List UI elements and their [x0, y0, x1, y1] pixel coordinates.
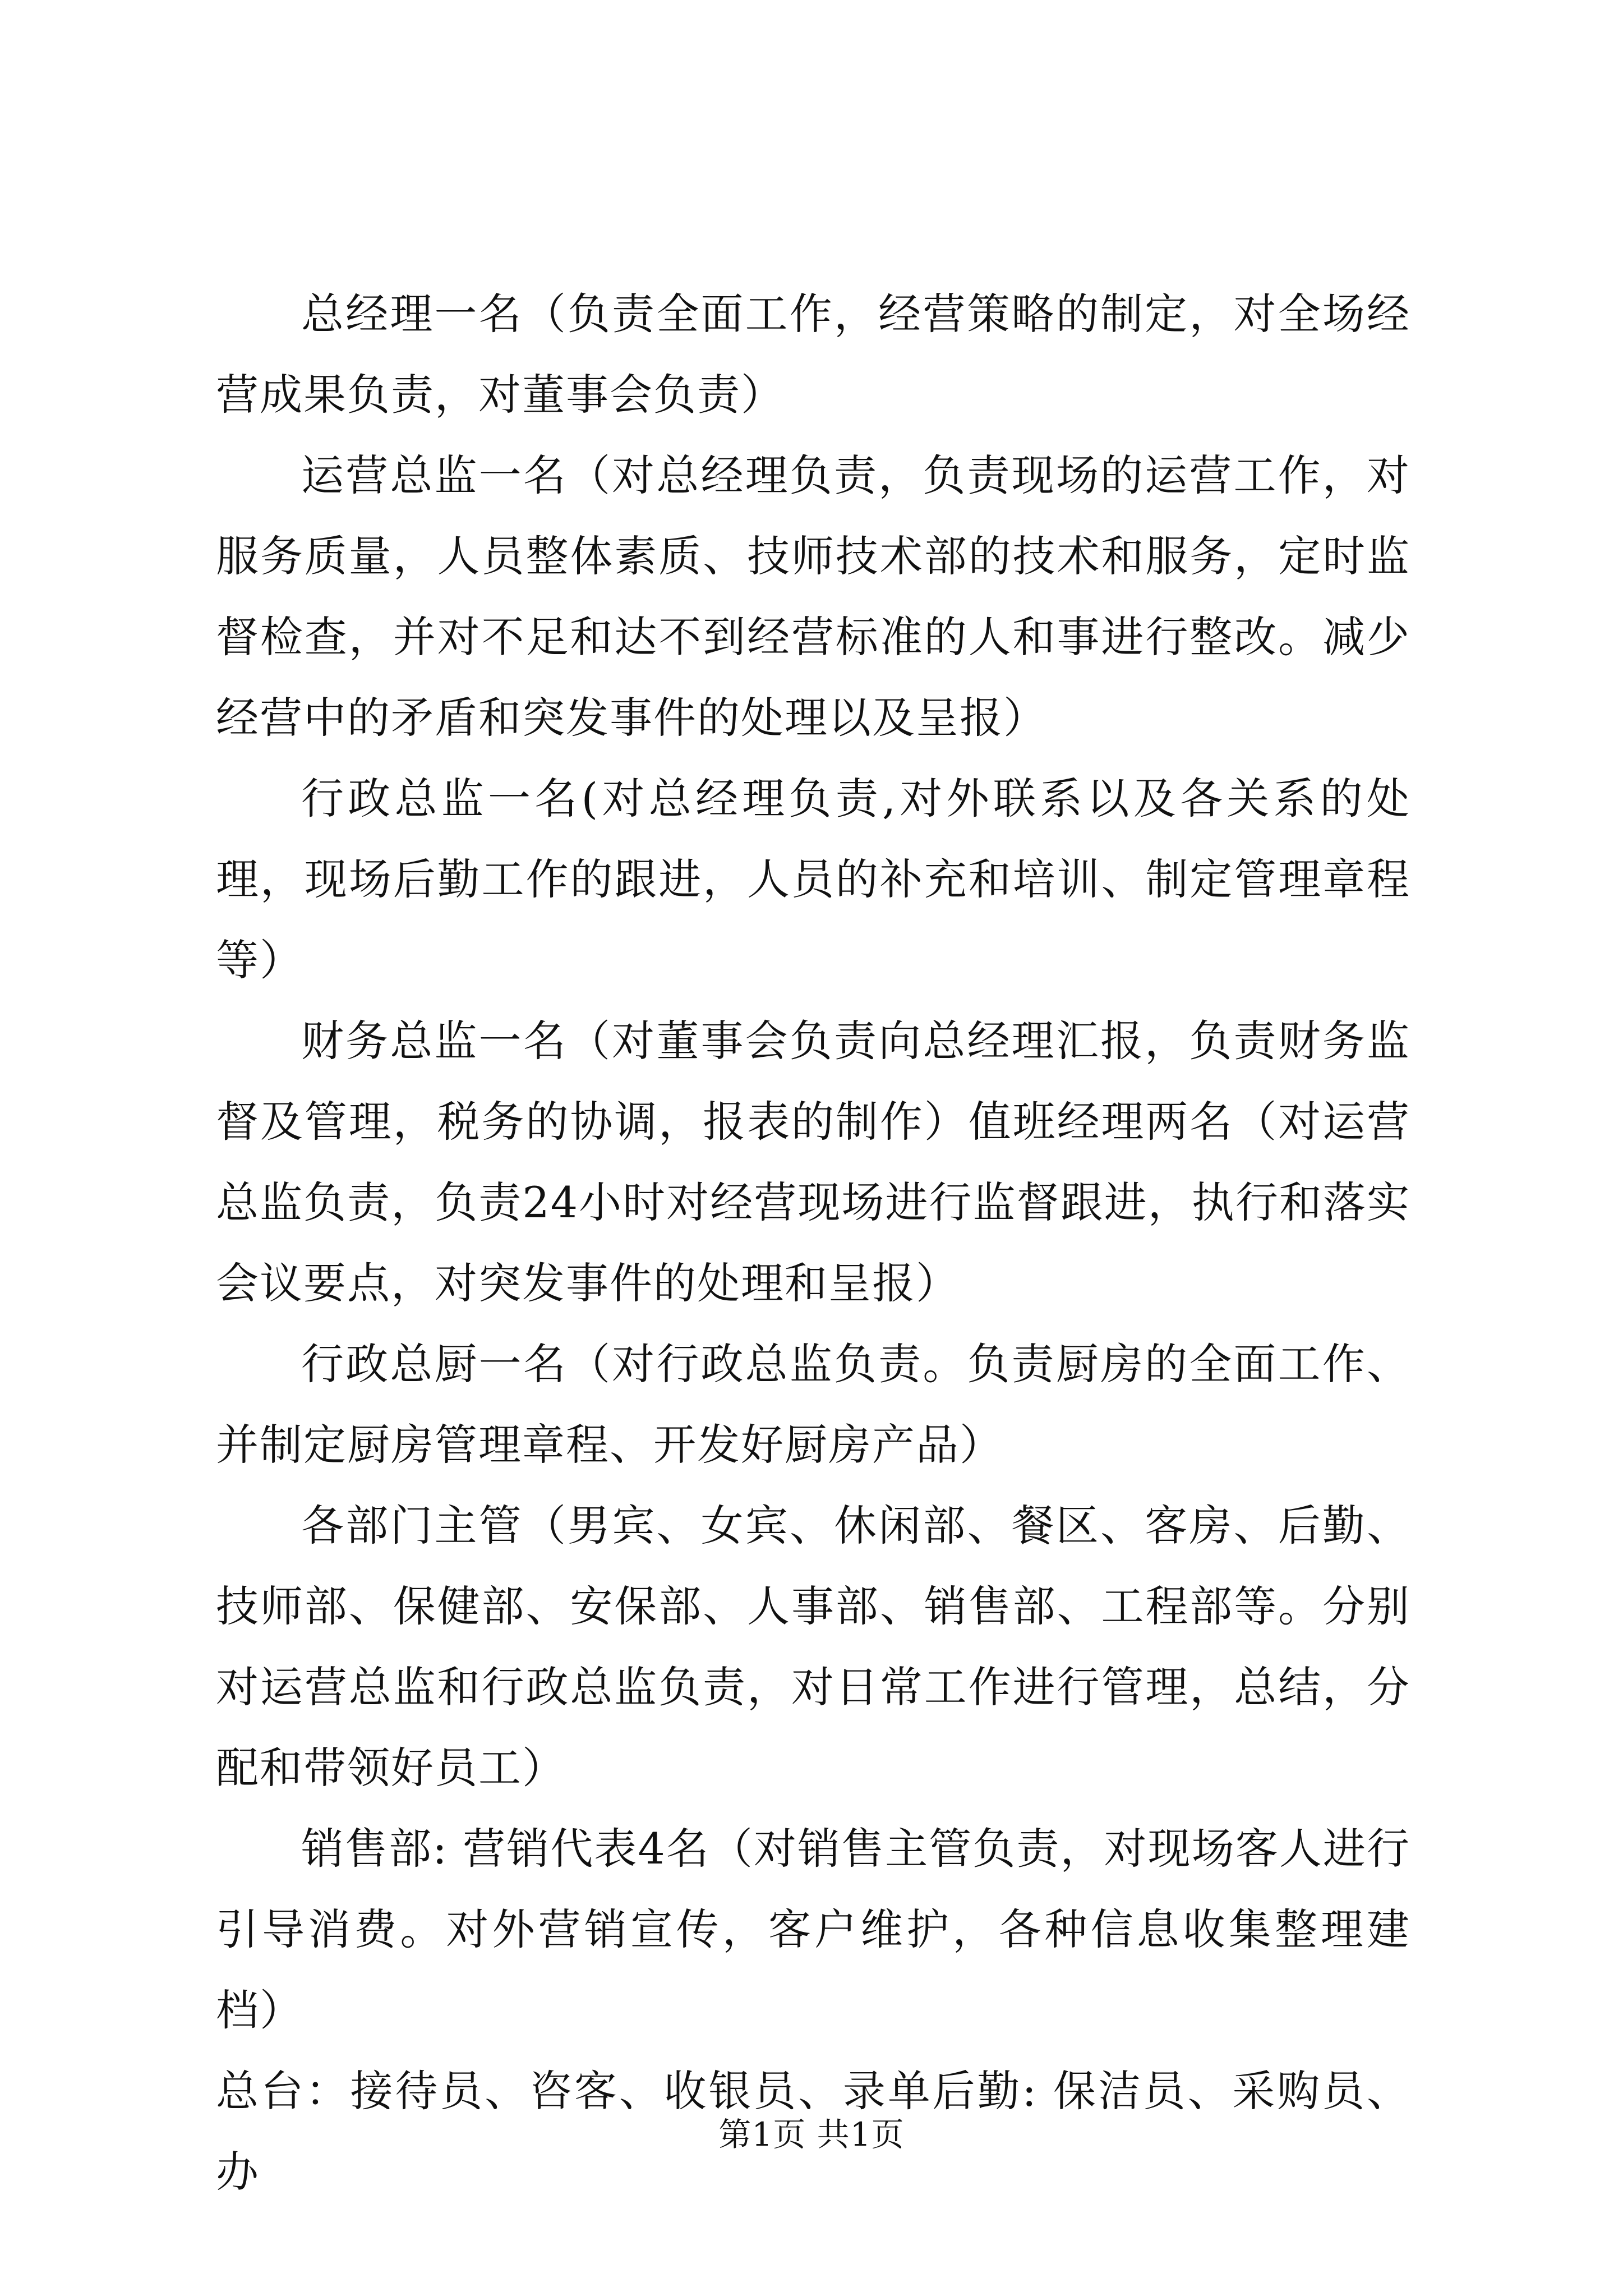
paragraph-finance-director: 财务总监一名（对董事会负责向总经理汇报，负责财务监督及管理，税务的协调，报表的制作）值班经理两名（对运营总监负责，负责24小时对经营现场进行监督跟进，执行和落实会议要点，对突发事件的处理和呈报） [216, 1016, 1410, 1308]
page-footer: 第1页 共1页 [718, 2115, 905, 2154]
document-body [216, 274, 1410, 2212]
paragraph-administrative-director: 行政总监一名(对总经理负责,对外联系以及各关系的处理，现场后勤工作的跟进，人员的补充和培训、制定管理章程等） [216, 774, 1410, 985]
paragraph-executive-chef: 行政总厨一名（对行政总监负责。负责厨房的全面工作、并制定厨房管理章程、开发好厨房产品） [216, 1339, 1410, 1470]
paragraph-sales-department: 销售部: 营销代表4名（对销售主管负责，对现场客人进行引导消费。对外营销宣传，客户维护，各种信息收集整理建档） [216, 1824, 1410, 2035]
paragraph-front-desk: 总台：接待员、咨客、收银员、录单后勤: 保洁员、采购员、办 [216, 2066, 1410, 2197]
paragraph-department-supervisors: 各部门主管（男宾、女宾、休闲部、餐区、客房、后勤、技师部、保健部、安保部、人事部、销售部、工程部等。分别对运营总监和行政总监负责，对日常工作进行管理，总结，分配和带领好员工） [216, 1501, 1410, 1793]
paragraph-operations-director: 运营总监一名（对总经理负责，负责现场的运营工作，对服务质量，人员整体素质、技师技术部的技术和服务，定时监督检查，并对不足和达不到经营标准的人和事进行整改。减少经营中的矛盾和突发事件的处理以及呈报） [216, 450, 1410, 743]
paragraph-general-manager: 总经理一名（负责全面工作，经营策略的制定，对全场经营成果负责，对董事会负责） [216, 289, 1410, 420]
